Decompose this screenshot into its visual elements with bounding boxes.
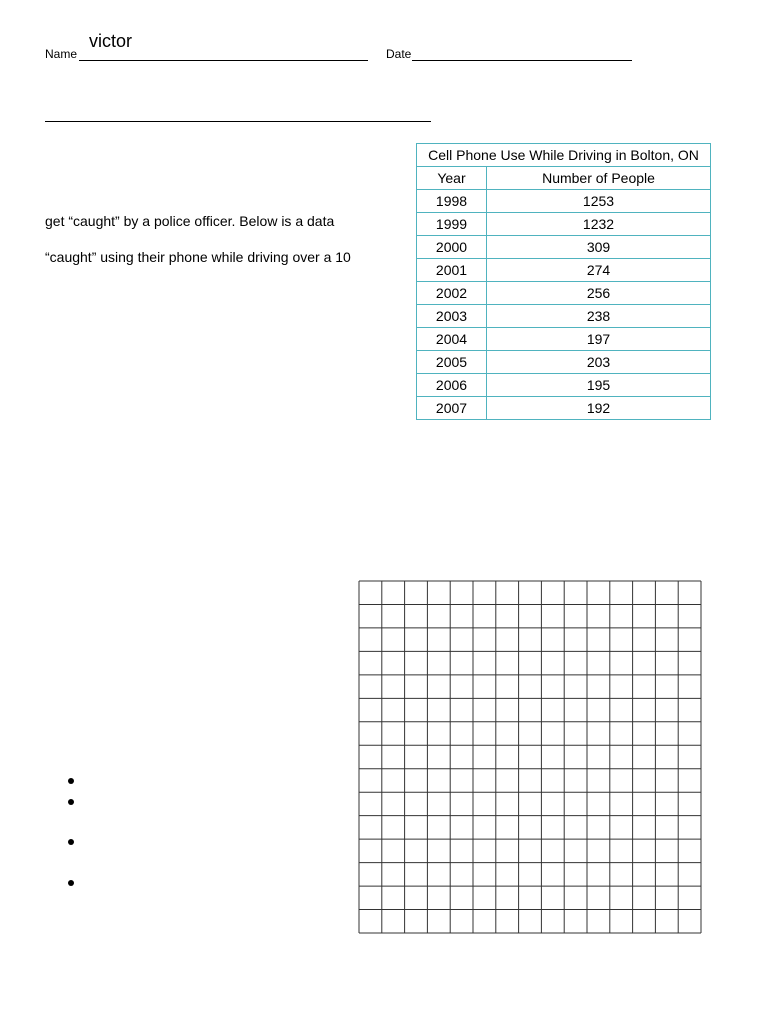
blank-graph-grid[interactable]: [358, 580, 702, 934]
bullet-point: [68, 778, 74, 784]
bullet-point: [68, 839, 74, 845]
table-row: [417, 374, 711, 397]
bullet-point: [68, 799, 74, 805]
people-cell: 1253: [487, 190, 711, 213]
people-cell: 238: [487, 305, 711, 328]
year-cell: 2006: [417, 374, 487, 397]
table-row: [417, 213, 711, 236]
date-label: Date: [386, 47, 412, 61]
year-cell: 2000: [417, 236, 487, 259]
table-row: [417, 397, 711, 420]
table-row: [417, 282, 711, 305]
people-cell: 203: [487, 351, 711, 374]
table-row: [417, 236, 711, 259]
title-blank-line: [45, 121, 431, 122]
name-value: victor: [89, 31, 133, 51]
cell-phone-data-table: [416, 143, 711, 420]
people-cell: 197: [487, 328, 711, 351]
people-cell: 195: [487, 374, 711, 397]
table-row: [417, 190, 711, 213]
table-row: [417, 328, 711, 351]
column-header-people: Number of People: [487, 167, 711, 190]
year-cell: 1999: [417, 213, 487, 236]
body-text-line-1: get “caught” by a police officer. Below is a data: [45, 213, 335, 229]
body-text-line-2: “caught” using their phone while driving over a 10: [45, 249, 351, 265]
table-header-row: [417, 167, 711, 190]
people-cell: 256: [487, 282, 711, 305]
year-cell: 2003: [417, 305, 487, 328]
year-cell: 1998: [417, 190, 487, 213]
bullet-point: [68, 880, 74, 886]
table-row: [417, 351, 711, 374]
table-row: [417, 259, 711, 282]
year-cell: 2001: [417, 259, 487, 282]
year-cell: 2007: [417, 397, 487, 420]
date-field-line[interactable]: [412, 60, 632, 61]
people-cell: 1232: [487, 213, 711, 236]
name-label: Name: [45, 47, 78, 61]
column-header-year: Year: [417, 167, 487, 190]
table-title: Cell Phone Use While Driving in Bolton, ON: [416, 143, 711, 166]
year-cell: 2002: [417, 282, 487, 305]
year-cell: 2004: [417, 328, 487, 351]
name-field-line[interactable]: [79, 60, 368, 61]
year-cell: 2005: [417, 351, 487, 374]
table-row: [417, 305, 711, 328]
people-cell: 309: [487, 236, 711, 259]
people-cell: 192: [487, 397, 711, 420]
people-cell: 274: [487, 259, 711, 282]
